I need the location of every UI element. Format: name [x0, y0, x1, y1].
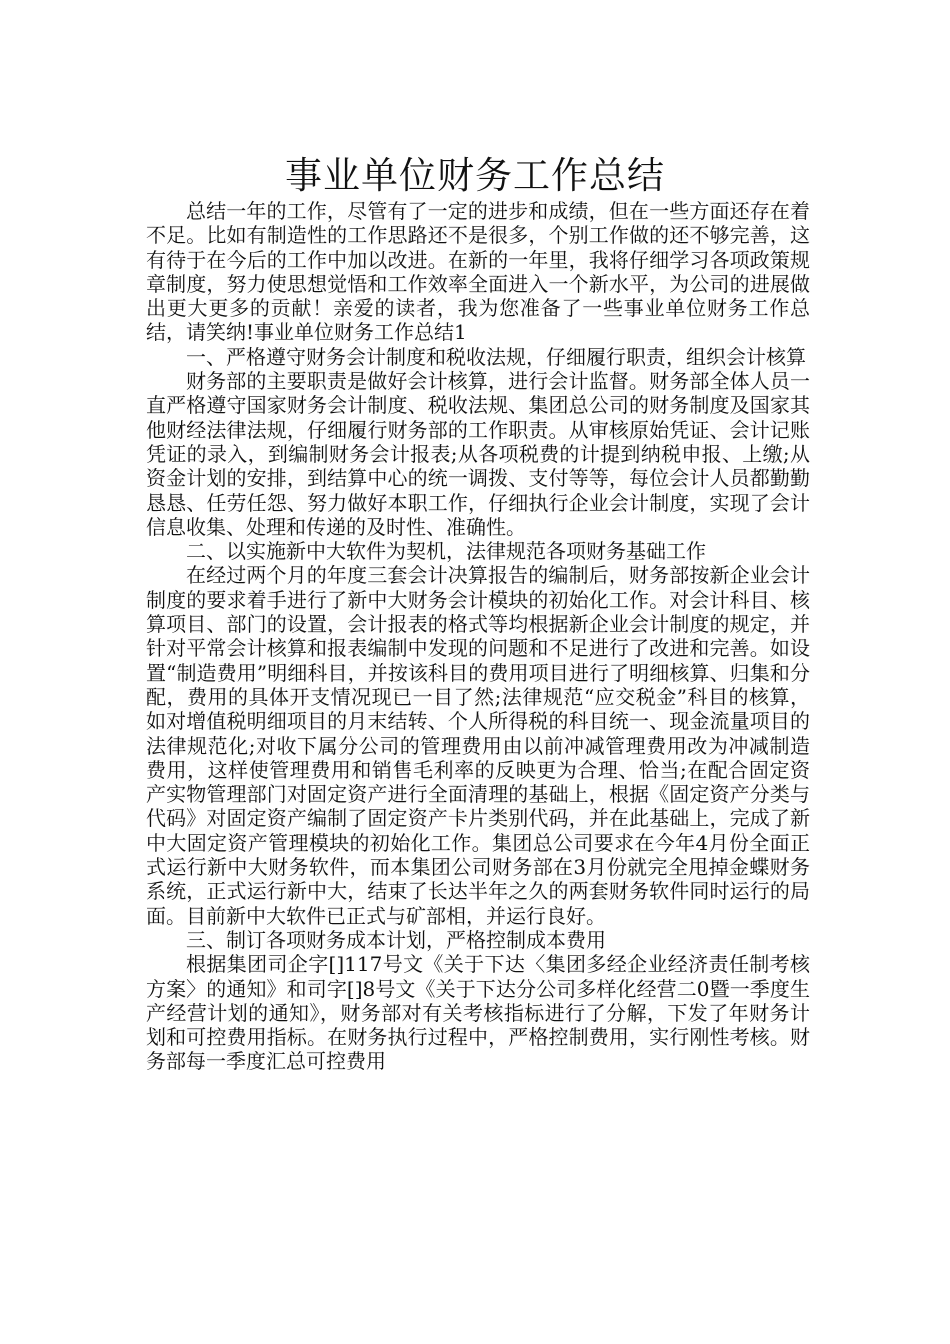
document-title: 事业单位财务工作总结 [285, 153, 665, 197]
section-heading-2: 二、以实施新中大软件为契机，法律规范各项财务基础工作 [186, 539, 706, 564]
section-1-paragraph: 财务部的主要职责是做好会计核算，进行会计监督。财务部全体人员一直严格遵守国家财务会计制度、税收法规、集团总公司的财务制度及国家其他财经法律法规，仔细履行财务部的工作职责。从审核原始凭证、会计记账凭证的录入，到编制财务会计报表;从各项税费的计提到纳税申报、上缴;从资金计划的安排，到结算中心的统一调拨、支付等等，每位会计人员都勤勤恳恳、任劳任怨、努力做好本职工作，仔细执行企业会计制度，实现了会计信息收集、处理和传递的及时性、准确性。 [146, 369, 810, 539]
section-heading-1: 一、严格遵守财务会计制度和税收法规，仔细履行职责，组织会计核算 [186, 344, 806, 369]
document-body [146, 199, 810, 1074]
intro-paragraph: 总结一年的工作，尽管有了一定的进步和成绩，但在一些方面还存在着不足。比如有制造性的工作思路还不是很多，个别工作做的还不够完善，这有待于在今后的工作中加以改进。在新的一年里，我将仔细学习各项政策规章制度，努力使思想觉悟和工作效率全面进入一个新水平，为公司的进展做出更大更多的贡献！亲爱的读者，我为您准备了一些事业单位财务工作总结，请笑纳!事业单位财务工作总结1 [146, 199, 810, 345]
section-3-paragraph: 根据集团司企字[]117号文《关于下达〈集团多经企业经济责任制考核方案〉的通知》和司字[]8号文《关于下达分公司多样化经营二0暨一季度生产经营计划的通知》，财务部对有关考核指标进行了分解，下发了年财务计划和可控费用指标。在财务执行过程中，严格控制费用，实行刚性考核。财务部每一季度汇总可控费用 [146, 952, 810, 1074]
section-heading-3: 三、制订各项财务成本计划，严格控制成本费用 [186, 927, 606, 952]
section-2-paragraph: 在经过两个月的年度三套会计决算报告的编制后，财务部按新企业会计制度的要求着手进行了新中大财务会计模块的初始化工作。对会计科目、核算项目、部门的设置，会计报表的格式等均根据新企业会计制度的规定，并针对平常会计核算和报表编制中发现的问题和不足进行了改进和完善。如设置“制造费用”明细科目，并按该科目的费用项目进行了明细核算、归集和分配，费用的具体开支情况现已一目了然;法律规范“应交税金”科目的核算，如对增值税明细项目的月末结转、个人所得税的科目统一、现金流量项目的法律规范化;对收下属分公司的管理费用由以前冲减管理费用改为冲减制造费用，这样使管理费用和销售毛利率的反映更为合理、恰当;在配合固定资产实物管理部门对固定资产进行全面清理的基础上，根据《固定资产分类与代码》对固定资产编制了固定资产卡片类别代码，并在此基础上，完成了新中大固定资产管理模块的初始化工作。集团总公司要求在今年4月份全面正式运行新中大财务软件，而本集团公司财务部在3月份就完全甩掉金蝶财务系统，正式运行新中大，结束了长达半年之久的两套财务软件同时运行的局面。目前新中大软件已正式与矿部相，并运行良好。 [146, 563, 810, 928]
